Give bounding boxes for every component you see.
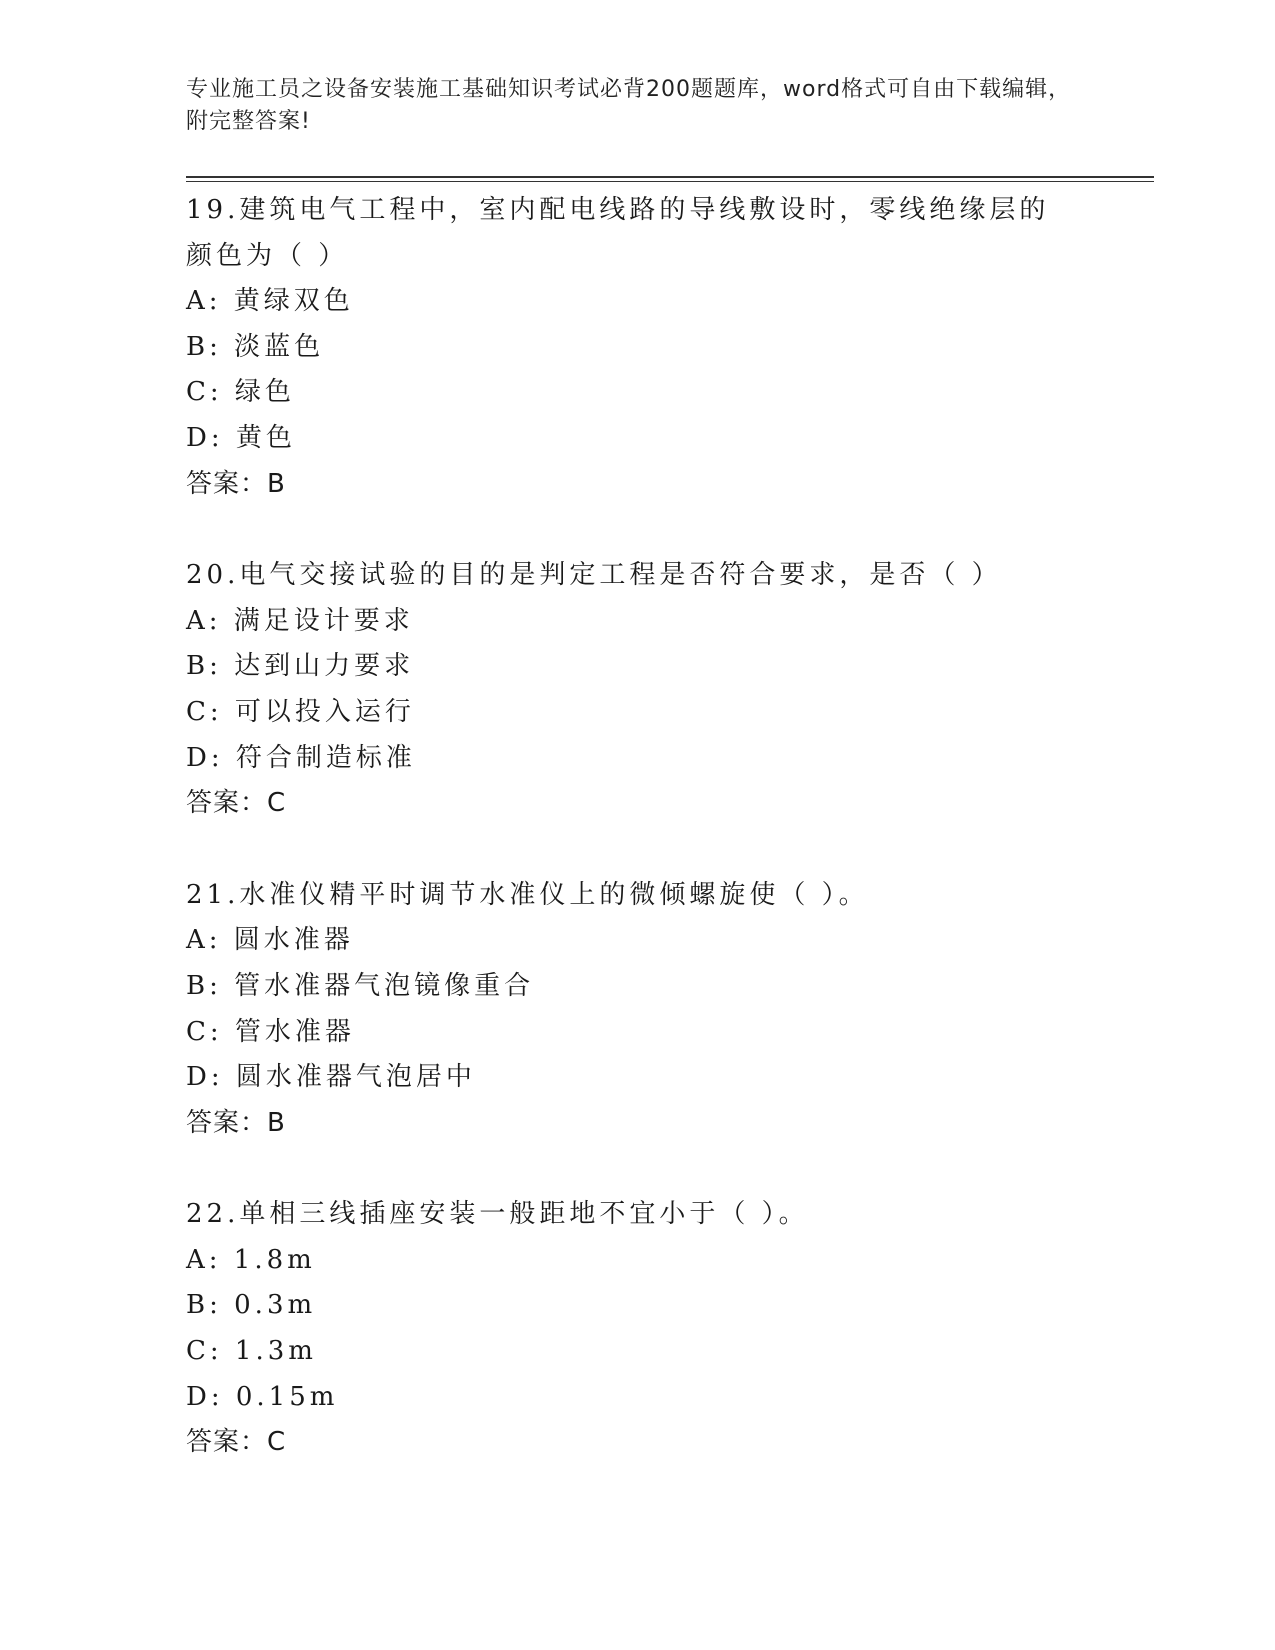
question-21 (186, 873, 1086, 1147)
answer: 答案：B (186, 468, 286, 499)
answer: 答案：C (186, 1427, 287, 1458)
question-20 (186, 553, 1086, 827)
option-a: A: 满足设计要求 (186, 605, 414, 636)
option-c: C: 绿色 (186, 377, 295, 408)
question-19 (186, 188, 1086, 507)
option-b: B: 0.3m (186, 1290, 317, 1321)
option-d: D: 圆水准器气泡居中 (186, 1062, 476, 1093)
option-a: A: 黄绿双色 (186, 286, 354, 317)
option-c: C: 可以投入运行 (186, 696, 415, 727)
question-stem: 22.单相三线插座安装一般距地不宜小于（ ）。 (186, 1199, 809, 1230)
option-d: D: 符合制造标准 (186, 742, 416, 773)
question-list (186, 188, 1086, 1512)
option-b: B: 管水准器气泡镜像重合 (186, 970, 535, 1001)
option-c: C: 管水准器 (186, 1016, 355, 1047)
question-22 (186, 1192, 1086, 1466)
option-d: D: 黄色 (186, 422, 296, 453)
option-c: C: 1.3m (186, 1336, 317, 1367)
question-stem: 20.电气交接试验的目的是判定工程是否符合要求，是否（ ） (186, 560, 1002, 591)
question-stem: 21.水准仪精平时调节水准仪上的微倾螺旋使（ ）。 (186, 879, 869, 910)
option-b: B: 达到山力要求 (186, 651, 415, 682)
option-d: D: 0.15m (186, 1381, 339, 1412)
answer: 答案：C (186, 788, 287, 819)
option-b: B: 淡蓝色 (186, 331, 325, 362)
option-a: A: 圆水准器 (186, 925, 354, 956)
document-header: 专业施工员之设备安装施工基础知识考试必背200题题库，word格式可自由下载编辑，附完整答案! (186, 77, 1072, 134)
header-divider-thick (186, 176, 1154, 178)
header-divider-thin (186, 181, 1154, 182)
option-a: A: 1.8m (186, 1244, 316, 1275)
answer: 答案：B (186, 1107, 286, 1138)
question-stem: 19.建筑电气工程中，室内配电线路的导线敷设时，零线绝缘层的颜色为（ ） (186, 195, 1050, 271)
